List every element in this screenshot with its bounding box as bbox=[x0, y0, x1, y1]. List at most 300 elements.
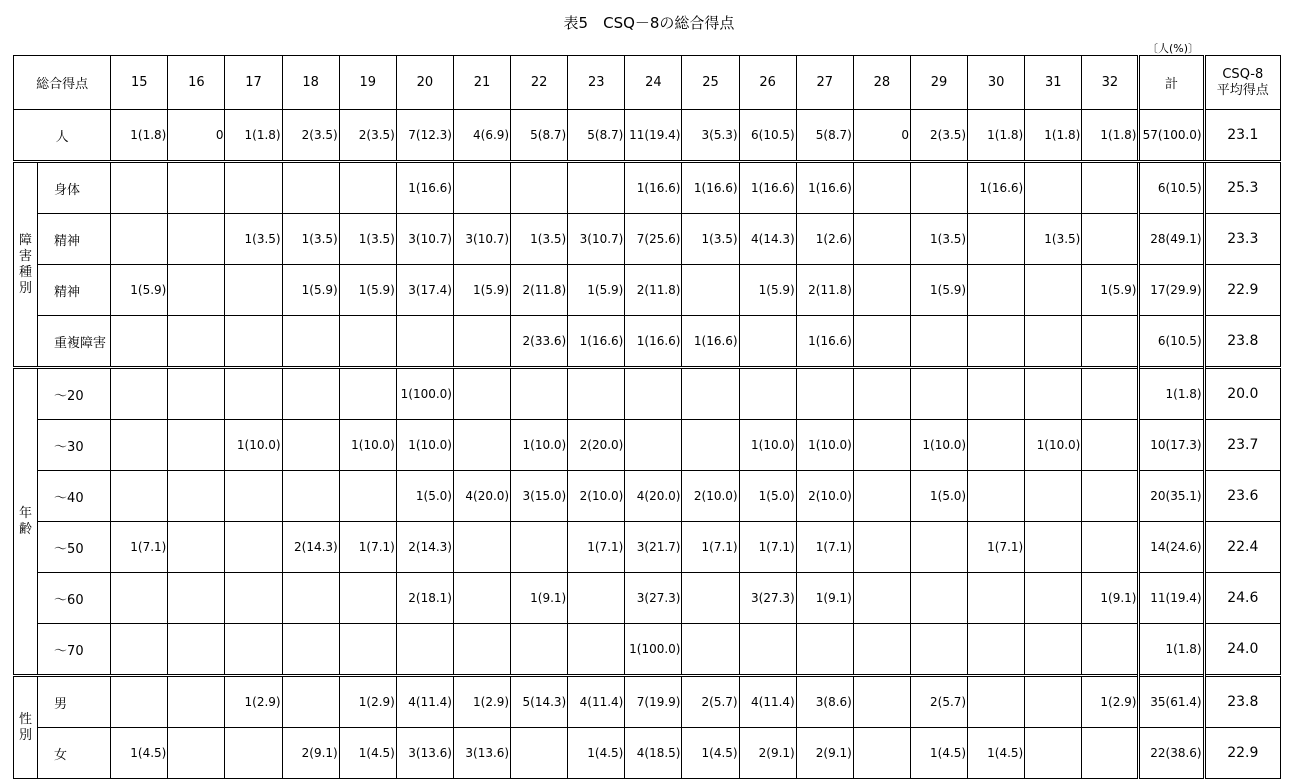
score-cell: 1(16.6) bbox=[796, 316, 853, 368]
table-title: 表5 CSQ－8の総合得点 bbox=[563, 14, 735, 32]
score-cell: 3(17.4) bbox=[396, 265, 453, 316]
score-cell bbox=[853, 624, 910, 676]
score-cell: 1(4.5) bbox=[682, 728, 739, 779]
score-cell: 1(4.5) bbox=[568, 728, 625, 779]
score-cell bbox=[111, 214, 168, 265]
score-cell bbox=[910, 522, 967, 573]
score-cell: 3(13.6) bbox=[453, 728, 510, 779]
score-cell: 2(33.6) bbox=[511, 316, 568, 368]
score-cell bbox=[1025, 265, 1082, 316]
score-cell bbox=[453, 316, 510, 368]
avg-score-cell: 23.8 bbox=[1204, 316, 1280, 368]
score-cell: 3(8.6) bbox=[796, 676, 853, 728]
score-cell: 1(2.9) bbox=[453, 676, 510, 728]
score-header: 20 bbox=[396, 56, 453, 110]
score-cell bbox=[168, 522, 225, 573]
score-header: 28 bbox=[853, 56, 910, 110]
table-row bbox=[14, 676, 1281, 728]
score-header: 17 bbox=[225, 56, 282, 110]
avg-score-cell: 23.8 bbox=[1204, 676, 1280, 728]
total-cell: 28(49.1) bbox=[1139, 214, 1204, 265]
score-cell bbox=[282, 471, 339, 522]
score-cell bbox=[1025, 624, 1082, 676]
table-row bbox=[14, 214, 1281, 265]
score-cell: 2(3.5) bbox=[282, 110, 339, 162]
group-label-char: 別 bbox=[19, 280, 33, 296]
score-cell bbox=[111, 368, 168, 420]
score-cell bbox=[682, 368, 739, 420]
score-cell bbox=[111, 420, 168, 471]
score-cell: 5(8.7) bbox=[511, 110, 568, 162]
score-header: 21 bbox=[453, 56, 510, 110]
score-cell: 1(10.0) bbox=[910, 420, 967, 471]
score-cell: 2(3.5) bbox=[910, 110, 967, 162]
score-cell: 5(8.7) bbox=[796, 110, 853, 162]
score-cell: 1(7.1) bbox=[739, 522, 796, 573]
score-cell bbox=[168, 214, 225, 265]
table-row bbox=[14, 522, 1281, 573]
csq8-score-table bbox=[13, 55, 1281, 779]
score-cell bbox=[968, 676, 1025, 728]
score-cell: 7(25.6) bbox=[625, 214, 682, 265]
total-cell: 20(35.1) bbox=[1139, 471, 1204, 522]
score-cell bbox=[225, 728, 282, 779]
group-label-char: 性 bbox=[19, 711, 33, 727]
row-label: ～60 bbox=[38, 573, 111, 624]
score-cell: 5(8.7) bbox=[568, 110, 625, 162]
score-cell bbox=[910, 368, 967, 420]
score-cell bbox=[853, 162, 910, 214]
score-cell bbox=[853, 265, 910, 316]
score-cell bbox=[453, 162, 510, 214]
group-label-char: 種 bbox=[19, 264, 33, 280]
score-cell bbox=[968, 471, 1025, 522]
score-cell: 1(9.1) bbox=[1082, 573, 1139, 624]
score-cell bbox=[853, 728, 910, 779]
total-cell: 35(61.4) bbox=[1139, 676, 1204, 728]
score-cell: 1(2.9) bbox=[339, 676, 396, 728]
score-cell bbox=[968, 265, 1025, 316]
score-cell: 1(1.8) bbox=[968, 110, 1025, 162]
score-header: 29 bbox=[910, 56, 967, 110]
score-cell: 1(7.1) bbox=[568, 522, 625, 573]
score-header: 25 bbox=[682, 56, 739, 110]
table-row bbox=[14, 162, 1281, 214]
score-cell bbox=[225, 316, 282, 368]
score-cell bbox=[968, 624, 1025, 676]
score-cell bbox=[453, 573, 510, 624]
score-cell: 7(12.3) bbox=[396, 110, 453, 162]
score-cell bbox=[1082, 162, 1139, 214]
score-cell: 1(7.1) bbox=[968, 522, 1025, 573]
score-cell bbox=[1082, 471, 1139, 522]
score-cell bbox=[1025, 728, 1082, 779]
score-cell: 1(7.1) bbox=[339, 522, 396, 573]
score-cell: 1(10.0) bbox=[739, 420, 796, 471]
score-cell: 1(5.0) bbox=[910, 471, 967, 522]
score-cell bbox=[511, 162, 568, 214]
score-cell: 1(5.9) bbox=[339, 265, 396, 316]
score-cell: 1(3.5) bbox=[339, 214, 396, 265]
row-label: ～20 bbox=[38, 368, 111, 420]
score-cell bbox=[853, 316, 910, 368]
score-cell: 1(1.8) bbox=[1082, 110, 1139, 162]
score-cell bbox=[853, 471, 910, 522]
total-cell: 14(24.6) bbox=[1139, 522, 1204, 573]
score-cell bbox=[168, 676, 225, 728]
score-cell bbox=[1082, 316, 1139, 368]
avg-header-line1: CSQ-8 bbox=[1222, 66, 1264, 82]
score-cell bbox=[968, 214, 1025, 265]
score-cell: 2(11.8) bbox=[625, 265, 682, 316]
score-cell: 3(13.6) bbox=[396, 728, 453, 779]
score-cell: 3(5.3) bbox=[682, 110, 739, 162]
score-cell: 4(18.5) bbox=[625, 728, 682, 779]
score-cell bbox=[111, 624, 168, 676]
score-cell: 1(7.1) bbox=[682, 522, 739, 573]
score-cell: 2(9.1) bbox=[282, 728, 339, 779]
score-cell bbox=[910, 624, 967, 676]
score-cell: 6(10.5) bbox=[739, 110, 796, 162]
total-cell: 57(100.0) bbox=[1139, 110, 1204, 162]
score-cell bbox=[910, 573, 967, 624]
score-cell bbox=[168, 368, 225, 420]
score-cell: 1(16.6) bbox=[568, 316, 625, 368]
score-cell bbox=[282, 162, 339, 214]
score-cell bbox=[168, 624, 225, 676]
score-cell: 1(3.5) bbox=[282, 214, 339, 265]
score-cell bbox=[168, 162, 225, 214]
score-cell bbox=[1082, 624, 1139, 676]
score-cell bbox=[796, 368, 853, 420]
score-cell bbox=[339, 162, 396, 214]
score-cell: 1(10.0) bbox=[796, 420, 853, 471]
row-label: ～40 bbox=[38, 471, 111, 522]
score-cell bbox=[511, 728, 568, 779]
group-label-char: 齢 bbox=[19, 521, 33, 537]
score-cell: 3(27.3) bbox=[739, 573, 796, 624]
score-cell bbox=[168, 265, 225, 316]
score-cell bbox=[1025, 471, 1082, 522]
score-cell: 1(10.0) bbox=[396, 420, 453, 471]
row-label: ～50 bbox=[38, 522, 111, 573]
score-cell: 2(18.1) bbox=[396, 573, 453, 624]
score-cell bbox=[682, 624, 739, 676]
score-cell bbox=[225, 522, 282, 573]
avg-score-cell: 22.9 bbox=[1204, 728, 1280, 779]
score-cell bbox=[511, 368, 568, 420]
score-cell bbox=[796, 624, 853, 676]
score-cell bbox=[853, 368, 910, 420]
score-cell: 0 bbox=[168, 110, 225, 162]
avg-header-line2: 平均得点 bbox=[1216, 82, 1269, 98]
table-row bbox=[14, 368, 1281, 420]
score-cell: 2(20.0) bbox=[568, 420, 625, 471]
score-cell: 1(3.5) bbox=[682, 214, 739, 265]
score-cell bbox=[453, 368, 510, 420]
score-cell: 2(10.0) bbox=[682, 471, 739, 522]
score-cell bbox=[225, 573, 282, 624]
score-cell: 4(20.0) bbox=[453, 471, 510, 522]
score-cell: 2(11.8) bbox=[511, 265, 568, 316]
score-header: 23 bbox=[568, 56, 625, 110]
score-cell: 1(3.5) bbox=[225, 214, 282, 265]
score-cell bbox=[625, 368, 682, 420]
avg-score-cell: 25.3 bbox=[1204, 162, 1280, 214]
score-cell bbox=[111, 471, 168, 522]
score-cell bbox=[568, 162, 625, 214]
score-header: 30 bbox=[968, 56, 1025, 110]
score-cell bbox=[853, 214, 910, 265]
table-row bbox=[14, 110, 1281, 162]
score-header: 15 bbox=[111, 56, 168, 110]
score-cell: 1(10.0) bbox=[225, 420, 282, 471]
score-cell: 1(10.0) bbox=[339, 420, 396, 471]
score-cell: 1(5.9) bbox=[1082, 265, 1139, 316]
unit-note: 〔人(%)〕 bbox=[1146, 42, 1200, 55]
group-label-char: 害 bbox=[19, 248, 33, 264]
score-cell bbox=[568, 368, 625, 420]
avg-score-cell: 20.0 bbox=[1204, 368, 1280, 420]
table-row bbox=[14, 573, 1281, 624]
score-cell: 1(7.1) bbox=[111, 522, 168, 573]
score-cell: 1(16.6) bbox=[682, 316, 739, 368]
total-header: 計 bbox=[1139, 56, 1204, 110]
score-cell: 1(2.9) bbox=[225, 676, 282, 728]
score-cell bbox=[511, 522, 568, 573]
row-label: 人 bbox=[14, 110, 111, 162]
score-cell bbox=[853, 522, 910, 573]
score-cell bbox=[968, 368, 1025, 420]
total-cell: 10(17.3) bbox=[1139, 420, 1204, 471]
score-cell bbox=[739, 624, 796, 676]
score-header: 22 bbox=[511, 56, 568, 110]
score-cell bbox=[1025, 162, 1082, 214]
table-body bbox=[14, 110, 1281, 779]
total-cell: 1(1.8) bbox=[1139, 368, 1204, 420]
score-cell: 3(10.7) bbox=[568, 214, 625, 265]
score-cell bbox=[396, 624, 453, 676]
group-label-char: 年 bbox=[19, 505, 33, 521]
score-cell: 4(11.4) bbox=[568, 676, 625, 728]
table-row bbox=[14, 316, 1281, 368]
group-label-age bbox=[14, 368, 38, 676]
score-cell bbox=[568, 624, 625, 676]
score-cell bbox=[225, 162, 282, 214]
avg-score-cell: 23.7 bbox=[1204, 420, 1280, 471]
avg-score-cell: 22.4 bbox=[1204, 522, 1280, 573]
score-cell bbox=[853, 676, 910, 728]
score-cell: 1(3.5) bbox=[511, 214, 568, 265]
group-label-disability bbox=[14, 162, 38, 368]
group-label-char: 別 bbox=[19, 727, 33, 743]
score-cell: 2(5.7) bbox=[910, 676, 967, 728]
score-cell bbox=[453, 522, 510, 573]
score-cell bbox=[282, 368, 339, 420]
score-cell: 1(4.5) bbox=[111, 728, 168, 779]
score-header: 16 bbox=[168, 56, 225, 110]
score-cell: 1(4.5) bbox=[968, 728, 1025, 779]
score-cell bbox=[1025, 573, 1082, 624]
score-cell bbox=[168, 316, 225, 368]
row-label: 精神 bbox=[38, 214, 111, 265]
score-cell bbox=[111, 162, 168, 214]
score-cell: 2(10.0) bbox=[568, 471, 625, 522]
score-cell: 1(16.6) bbox=[682, 162, 739, 214]
score-cell: 4(11.4) bbox=[739, 676, 796, 728]
score-cell: 3(15.0) bbox=[511, 471, 568, 522]
score-cell bbox=[568, 573, 625, 624]
score-cell bbox=[739, 368, 796, 420]
score-cell: 1(5.9) bbox=[739, 265, 796, 316]
row-label: 男 bbox=[38, 676, 111, 728]
avg-score-cell: 24.0 bbox=[1204, 624, 1280, 676]
row-label: 精神 bbox=[38, 265, 111, 316]
score-cell: 3(10.7) bbox=[453, 214, 510, 265]
table-row bbox=[14, 728, 1281, 779]
score-cell: 1(5.9) bbox=[282, 265, 339, 316]
score-cell: 1(2.9) bbox=[1082, 676, 1139, 728]
score-cell bbox=[453, 420, 510, 471]
group-label-sex bbox=[14, 676, 38, 779]
score-cell: 4(6.9) bbox=[453, 110, 510, 162]
score-cell: 1(100.0) bbox=[625, 624, 682, 676]
score-cell bbox=[682, 265, 739, 316]
score-cell bbox=[853, 420, 910, 471]
score-cell: 1(5.9) bbox=[568, 265, 625, 316]
score-cell: 1(7.1) bbox=[796, 522, 853, 573]
score-cell bbox=[339, 573, 396, 624]
score-cell bbox=[339, 624, 396, 676]
score-cell: 1(10.0) bbox=[1025, 420, 1082, 471]
score-cell bbox=[968, 316, 1025, 368]
score-cell bbox=[1082, 522, 1139, 573]
score-cell: 2(9.1) bbox=[796, 728, 853, 779]
score-cell: 11(19.4) bbox=[625, 110, 682, 162]
score-cell: 1(5.9) bbox=[453, 265, 510, 316]
score-cell bbox=[1082, 728, 1139, 779]
score-cell: 1(1.8) bbox=[225, 110, 282, 162]
score-cell: 1(1.8) bbox=[111, 110, 168, 162]
score-header: 31 bbox=[1025, 56, 1082, 110]
score-cell bbox=[339, 471, 396, 522]
score-cell: 1(9.1) bbox=[511, 573, 568, 624]
score-cell: 3(10.7) bbox=[396, 214, 453, 265]
score-header: 19 bbox=[339, 56, 396, 110]
score-cell bbox=[225, 624, 282, 676]
score-header: 24 bbox=[625, 56, 682, 110]
total-cell: 17(29.9) bbox=[1139, 265, 1204, 316]
score-cell: 2(14.3) bbox=[282, 522, 339, 573]
score-cell bbox=[1082, 368, 1139, 420]
score-cell: 2(14.3) bbox=[396, 522, 453, 573]
score-cell: 1(16.6) bbox=[968, 162, 1025, 214]
score-cell bbox=[111, 573, 168, 624]
row-label: 女 bbox=[38, 728, 111, 779]
score-cell bbox=[111, 316, 168, 368]
score-cell: 1(2.6) bbox=[796, 214, 853, 265]
total-cell: 6(10.5) bbox=[1139, 316, 1204, 368]
score-cell: 1(1.8) bbox=[1025, 110, 1082, 162]
score-cell bbox=[1082, 214, 1139, 265]
score-cell bbox=[396, 316, 453, 368]
score-cell bbox=[1025, 316, 1082, 368]
score-cell bbox=[682, 573, 739, 624]
row-label: ～30 bbox=[38, 420, 111, 471]
score-cell: 4(14.3) bbox=[739, 214, 796, 265]
score-cell: 4(11.4) bbox=[396, 676, 453, 728]
score-cell: 1(5.9) bbox=[910, 265, 967, 316]
score-cell: 1(16.6) bbox=[739, 162, 796, 214]
score-cell: 1(3.5) bbox=[910, 214, 967, 265]
row-label: ～70 bbox=[38, 624, 111, 676]
score-cell bbox=[1025, 368, 1082, 420]
avg-score-cell: 23.3 bbox=[1204, 214, 1280, 265]
score-header: 18 bbox=[282, 56, 339, 110]
score-cell bbox=[625, 420, 682, 471]
score-cell: 1(100.0) bbox=[396, 368, 453, 420]
score-cell bbox=[225, 368, 282, 420]
score-cell bbox=[682, 420, 739, 471]
score-cell bbox=[282, 573, 339, 624]
score-cell bbox=[282, 624, 339, 676]
score-cell: 1(4.5) bbox=[339, 728, 396, 779]
total-cell: 6(10.5) bbox=[1139, 162, 1204, 214]
score-cell bbox=[968, 573, 1025, 624]
score-cell: 2(9.1) bbox=[739, 728, 796, 779]
score-cell: 4(20.0) bbox=[625, 471, 682, 522]
score-cell: 2(5.7) bbox=[682, 676, 739, 728]
score-cell: 2(11.8) bbox=[796, 265, 853, 316]
score-cell: 1(5.0) bbox=[739, 471, 796, 522]
row-label: 身体 bbox=[38, 162, 111, 214]
score-cell bbox=[453, 624, 510, 676]
score-cell bbox=[282, 676, 339, 728]
score-cell: 1(16.6) bbox=[625, 316, 682, 368]
total-cell: 11(19.4) bbox=[1139, 573, 1204, 624]
total-cell: 22(38.6) bbox=[1139, 728, 1204, 779]
score-cell bbox=[910, 162, 967, 214]
score-cell: 3(27.3) bbox=[625, 573, 682, 624]
score-cell bbox=[111, 676, 168, 728]
score-cell bbox=[339, 368, 396, 420]
avg-score-cell: 22.9 bbox=[1204, 265, 1280, 316]
avg-header bbox=[1204, 56, 1280, 110]
score-cell bbox=[511, 624, 568, 676]
score-cell bbox=[968, 420, 1025, 471]
score-cell: 0 bbox=[853, 110, 910, 162]
score-cell bbox=[1082, 420, 1139, 471]
header-label: 総合得点 bbox=[14, 56, 111, 110]
score-cell: 1(16.6) bbox=[396, 162, 453, 214]
score-cell bbox=[1025, 676, 1082, 728]
score-cell: 1(16.6) bbox=[796, 162, 853, 214]
score-cell bbox=[168, 420, 225, 471]
score-cell: 1(10.0) bbox=[511, 420, 568, 471]
header-row bbox=[14, 56, 1281, 110]
score-cell: 3(21.7) bbox=[625, 522, 682, 573]
row-label: 重複障害 bbox=[38, 316, 111, 368]
score-cell: 7(19.9) bbox=[625, 676, 682, 728]
score-cell bbox=[168, 573, 225, 624]
score-cell: 2(10.0) bbox=[796, 471, 853, 522]
score-cell bbox=[910, 316, 967, 368]
score-cell bbox=[168, 728, 225, 779]
score-cell bbox=[282, 420, 339, 471]
avg-score-cell: 24.6 bbox=[1204, 573, 1280, 624]
score-cell: 1(9.1) bbox=[796, 573, 853, 624]
table-row bbox=[14, 471, 1281, 522]
